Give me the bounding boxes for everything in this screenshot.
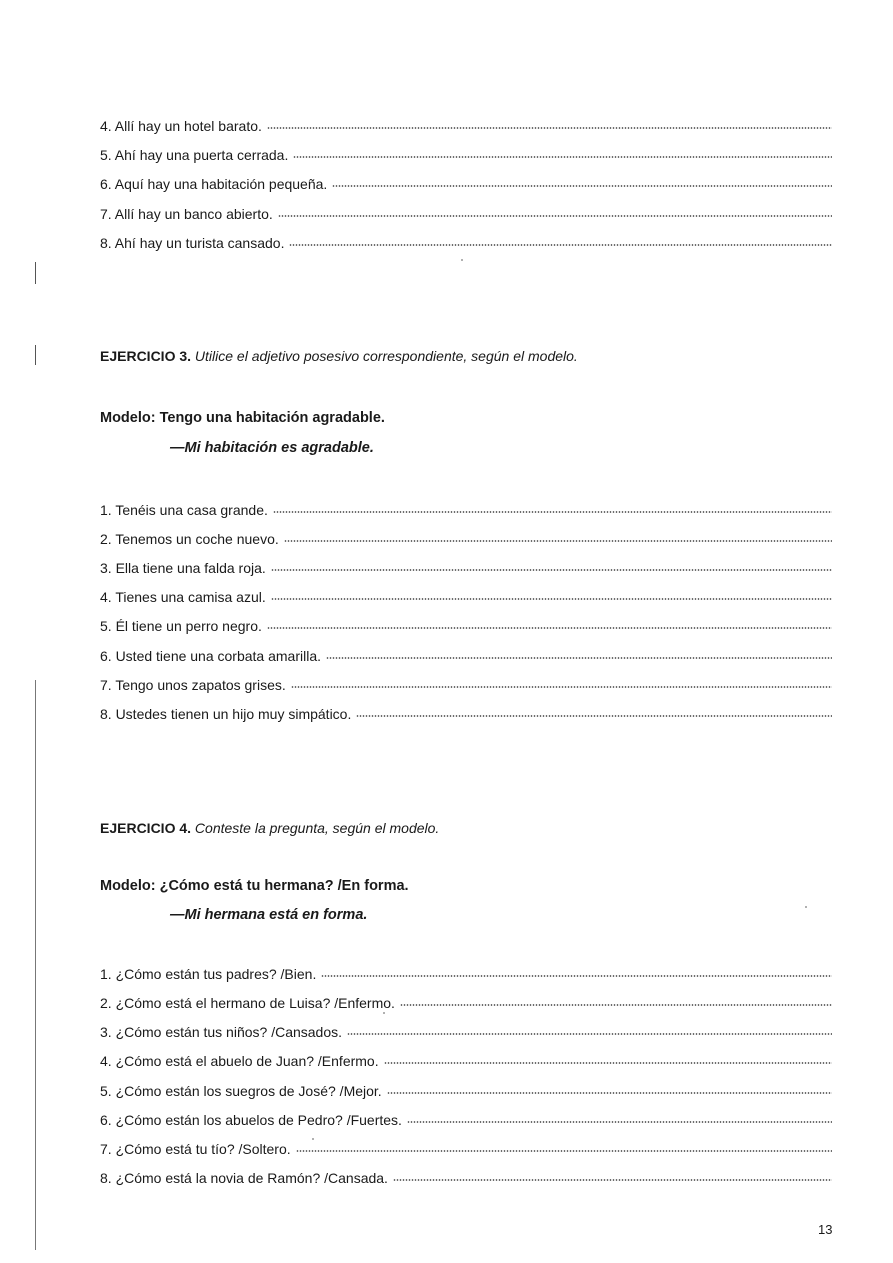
exercise3-heading <box>100 348 578 364</box>
item-text: 8. Ahí hay un turista cansado. <box>100 235 285 251</box>
margin-rule <box>35 262 36 284</box>
answer-blank[interactable] <box>271 597 832 601</box>
item-text: 6. Usted tiene una corbata amarilla. <box>100 648 322 664</box>
item-text: 5. ¿Cómo están los suegros de José? /Mejor. <box>100 1083 382 1099</box>
item-text: 4. Tienes una camisa azul. <box>100 589 266 605</box>
exercise3-model-prompt: Modelo: Tengo una habitación agradable. <box>100 410 385 426</box>
answer-blank[interactable] <box>400 1003 832 1007</box>
answer-blank[interactable] <box>384 1061 832 1065</box>
list-item <box>100 114 832 134</box>
list-item <box>100 231 832 251</box>
item-text: 6. Aquí hay una habitación pequeña. <box>100 176 328 192</box>
list-item <box>100 962 832 982</box>
list-item <box>100 1049 832 1069</box>
item-text: 7. Tengo unos zapatos grises. <box>100 677 286 693</box>
answer-blank[interactable] <box>291 685 832 689</box>
exercise4-model-answer: —Mi hermana está en forma. <box>170 907 368 923</box>
list-item <box>100 498 832 518</box>
list-item <box>100 556 832 576</box>
answer-blank[interactable] <box>289 243 832 247</box>
item-text: 5. Él tiene un perro negro. <box>100 618 262 634</box>
answer-blank[interactable] <box>267 126 832 130</box>
answer-blank[interactable] <box>293 155 832 159</box>
answer-blank[interactable] <box>347 1032 832 1036</box>
exercise3-instruction: Utilice el adjetivo posesivo correspondiente, según el modelo. <box>194 348 578 364</box>
item-text: 2. ¿Cómo está el hermano de Luisa? /Enfermo. <box>100 995 395 1011</box>
list-item <box>100 1079 832 1099</box>
exercise4-title: EJERCICIO 4. <box>100 820 192 836</box>
item-text: 1. ¿Cómo están tus padres? /Bien. <box>100 966 317 982</box>
scan-speck <box>461 259 463 261</box>
answer-blank[interactable] <box>332 184 832 188</box>
exercise4-instruction: Conteste la pregunta, según el modelo. <box>194 820 440 836</box>
item-text: 7. Allí hay un banco abierto. <box>100 206 273 222</box>
margin-rule <box>35 680 36 1250</box>
list-item <box>100 143 832 163</box>
item-text: 7. ¿Cómo está tu tío? /Soltero. <box>100 1141 291 1157</box>
answer-blank[interactable] <box>278 214 832 218</box>
answer-blank[interactable] <box>407 1120 832 1124</box>
list-item <box>100 702 832 722</box>
item-text: 3. ¿Cómo están tus niños? /Cansados. <box>100 1024 343 1040</box>
page-number: 13 <box>818 1222 833 1237</box>
answer-blank[interactable] <box>284 539 832 543</box>
answer-blank[interactable] <box>387 1091 832 1095</box>
list-item <box>100 614 832 634</box>
list-item <box>100 527 832 547</box>
list-item <box>100 1020 832 1040</box>
list-item <box>100 1137 832 1157</box>
scan-speck <box>805 906 807 908</box>
item-text: 3. Ella tiene una falda roja. <box>100 560 266 576</box>
answer-blank[interactable] <box>296 1149 832 1153</box>
answer-blank[interactable] <box>356 714 832 718</box>
item-text: 8. Ustedes tienen un hijo muy simpático. <box>100 706 352 722</box>
answer-blank[interactable] <box>321 974 832 978</box>
item-text: 4. Allí hay un hotel barato. <box>100 118 262 134</box>
item-text: 1. Tenéis una casa grande. <box>100 502 268 518</box>
item-text: 8. ¿Cómo está la novia de Ramón? /Cansada. <box>100 1170 388 1186</box>
scan-speck <box>383 1012 385 1014</box>
item-text: 5. Ahí hay una puerta cerrada. <box>100 147 289 163</box>
list-item <box>100 202 832 222</box>
list-item <box>100 644 832 664</box>
exercise4-model-prompt: Modelo: ¿Cómo está tu hermana? /En forma. <box>100 878 409 894</box>
list-item <box>100 1166 832 1186</box>
exercise3-title: EJERCICIO 3. <box>100 348 192 364</box>
list-item <box>100 172 832 192</box>
exercise3-model-answer: —Mi habitación es agradable. <box>170 440 374 456</box>
item-text: 2. Tenemos un coche nuevo. <box>100 531 279 547</box>
answer-blank[interactable] <box>273 510 832 514</box>
list-item <box>100 1108 832 1128</box>
list-item <box>100 585 832 605</box>
list-item <box>100 991 832 1011</box>
answer-blank[interactable] <box>326 656 832 660</box>
answer-blank[interactable] <box>267 626 832 630</box>
margin-rule <box>35 345 36 365</box>
answer-blank[interactable] <box>271 568 832 572</box>
scan-speck <box>312 1138 314 1140</box>
item-text: 6. ¿Cómo están los abuelos de Pedro? /Fuertes. <box>100 1112 402 1128</box>
answer-blank[interactable] <box>393 1178 832 1182</box>
item-text: 4. ¿Cómo está el abuelo de Juan? /Enfermo. <box>100 1053 379 1069</box>
list-item <box>100 673 832 693</box>
exercise4-heading <box>100 820 439 836</box>
